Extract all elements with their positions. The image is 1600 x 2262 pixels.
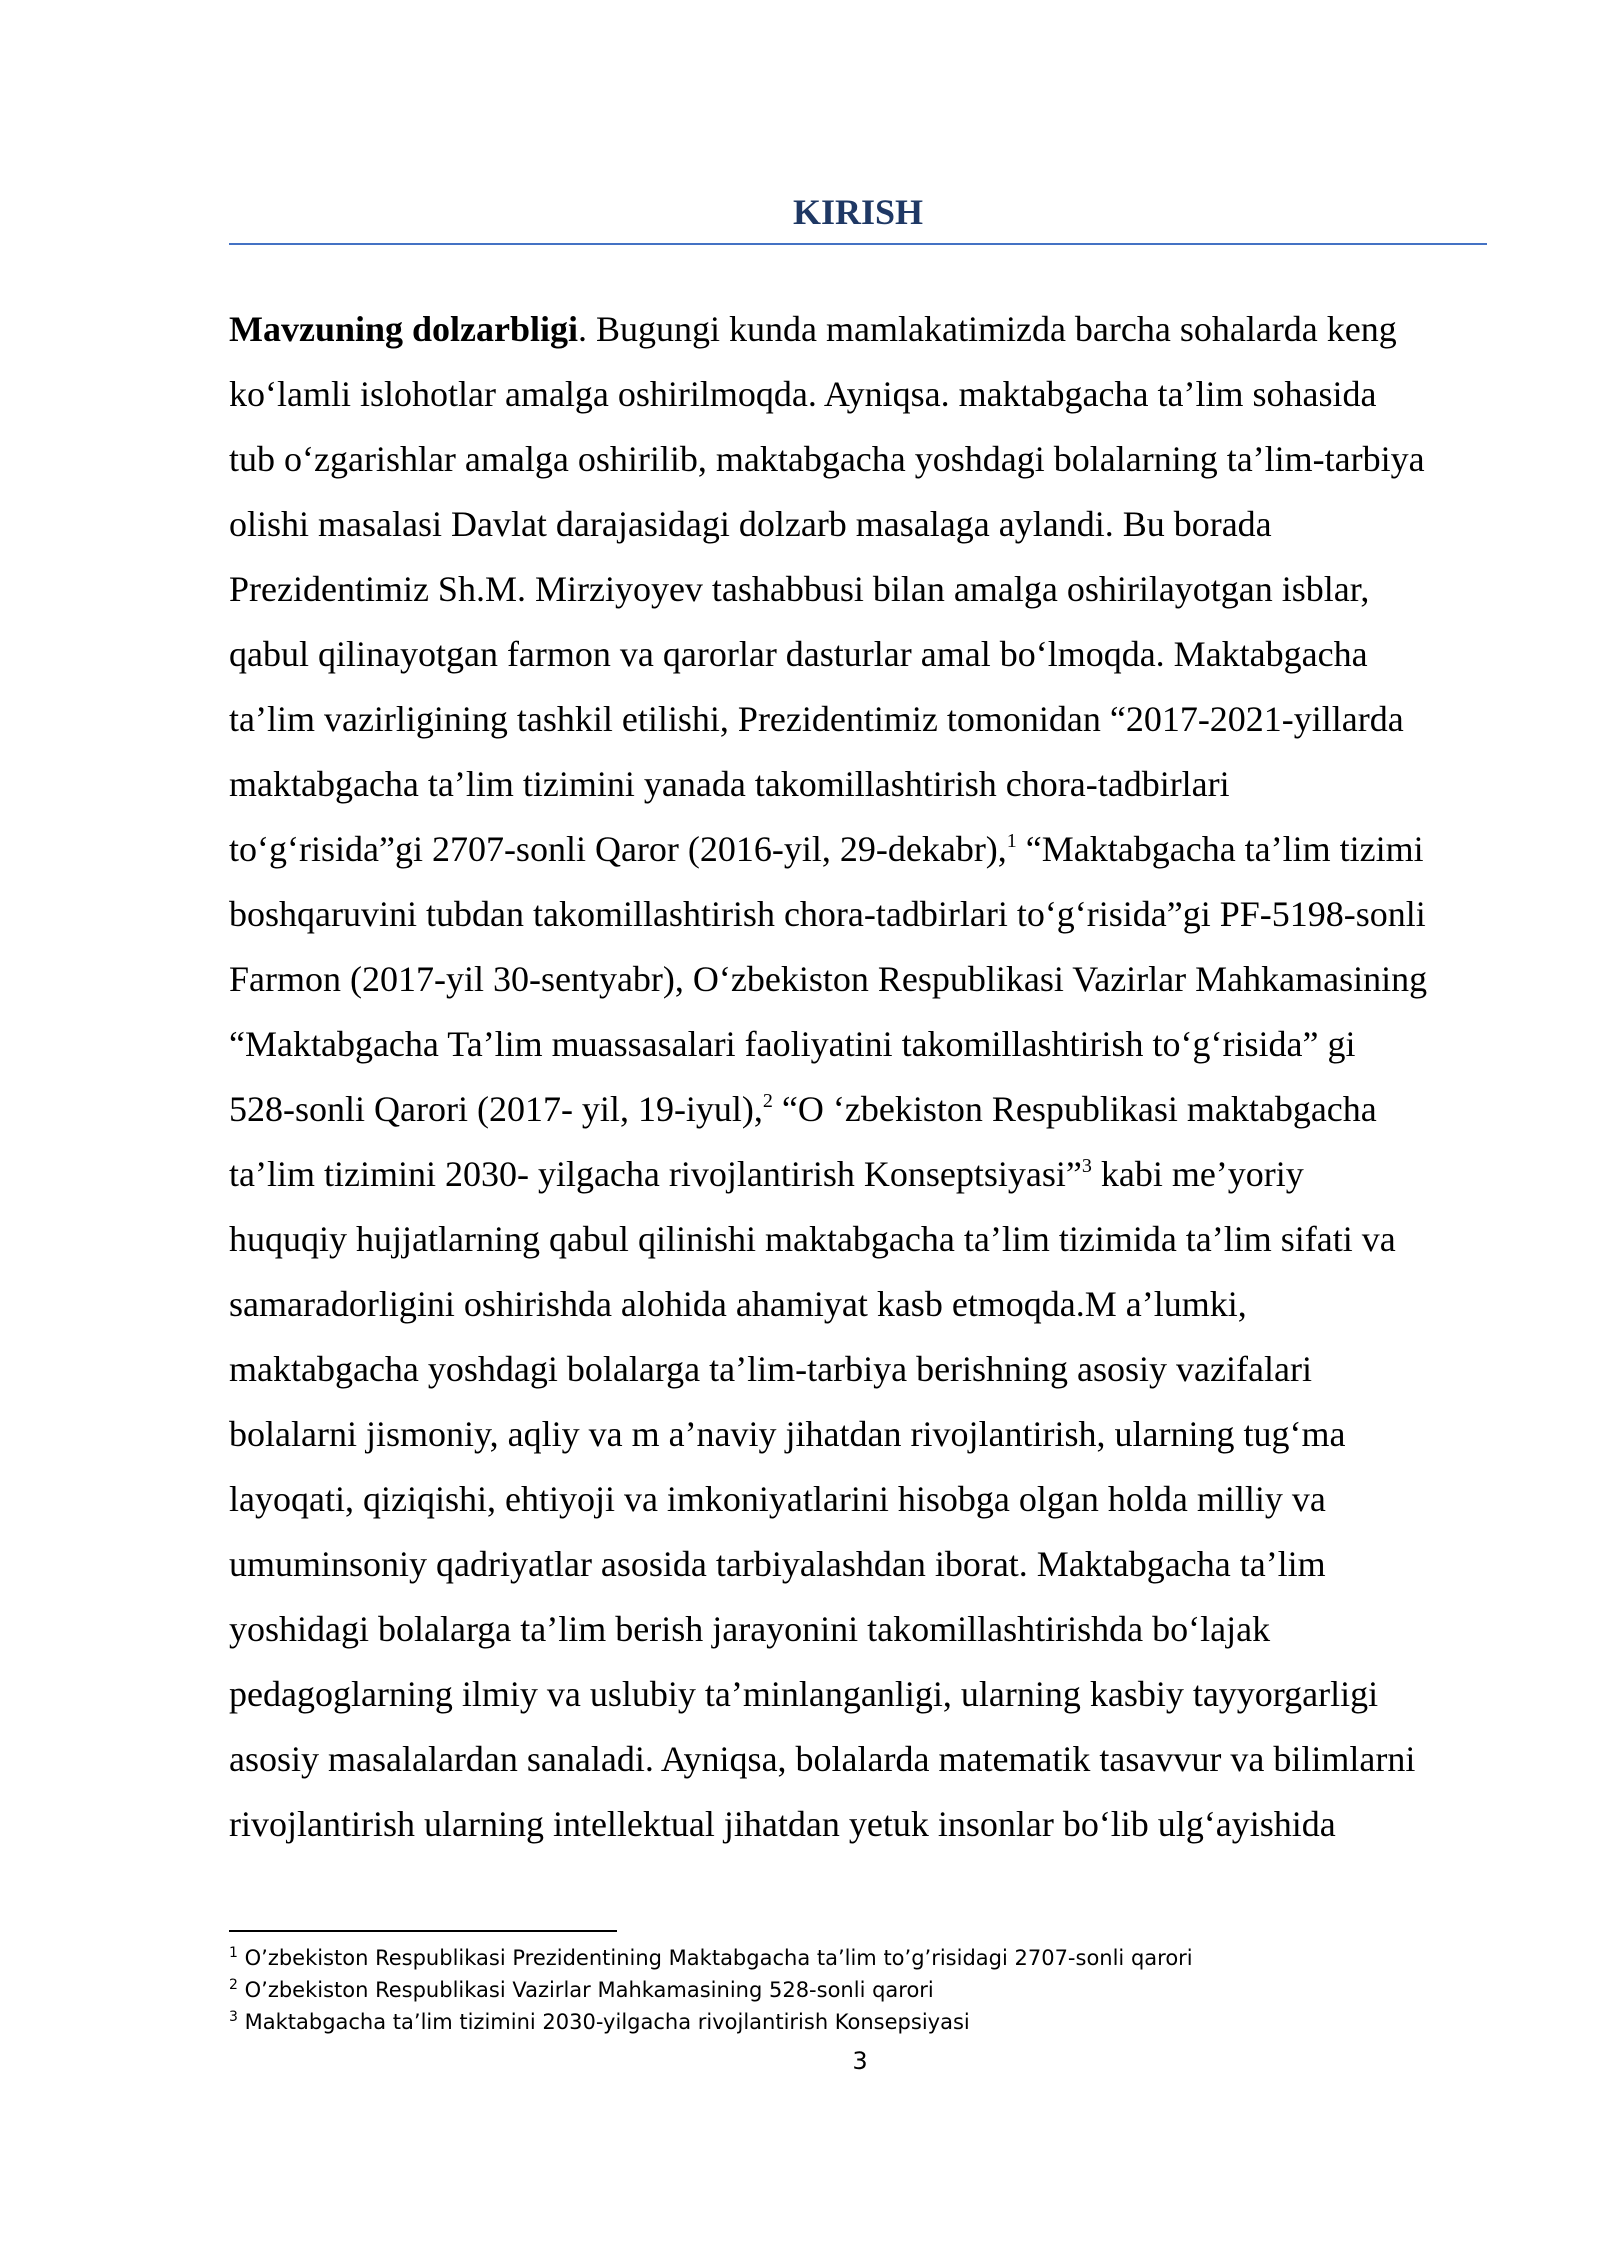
body-line: umuminsoniy qadriyatlar asosida tarbiyalashdan iborat. Maktabgacha ta’lim bbox=[229, 1544, 1326, 1584]
body-line: samaradorligini oshirishda alohida ahamiyat kasb etmoqda.M a’lumki, bbox=[229, 1284, 1247, 1324]
body-line: maktabgacha ta’lim tizimini yanada takomillashtirish chora-tadbirlari bbox=[229, 764, 1230, 804]
body-line: “Maktabgacha Ta’lim muassasalari faoliyatini takomillashtirish to‘g‘risida” gi bbox=[229, 1024, 1356, 1064]
footnote-ref[interactable]: 1 bbox=[1006, 830, 1017, 852]
footnote-item: $^3$ Maktabgacha ta’lim tizimini 2030-yilgacha rivojlantirish Konsepsiyasi bbox=[229, 2009, 970, 2034]
body-line: maktabgacha yoshdagi bolalarga ta’lim-tarbiya berishning asosiy vazifalari bbox=[229, 1349, 1312, 1389]
footnote-item: $^2$ O’zbekiston Respublikasi Vazirlar Mahkamasining 528-sonli qarori bbox=[229, 1977, 934, 2002]
footnote-number: 1 bbox=[229, 1945, 238, 1961]
body-line: Mavzuning dolzarbligi. Bugungi kunda mamlakatimizda barcha sohalarda keng bbox=[229, 309, 1397, 349]
footnote-number: 3 bbox=[229, 2009, 238, 2025]
footnote-separator bbox=[229, 1930, 617, 1932]
body-line: huquqiy hujjatlarning qabul qilinishi maktabgacha ta’lim tizimida ta’lim sifati va bbox=[229, 1219, 1396, 1259]
body-line: Prezidentimiz Sh.M. Mirziyoyev tashabbusi bilan amalga oshirilayotgan isblar, bbox=[229, 569, 1370, 609]
body-line: to‘g‘risida”gi 2707-sonli Qaror (2016-yil, 29-dekabr),$^1$ “Maktabgacha ta’lim tizimi bbox=[229, 829, 1424, 869]
body-line: bolalarni jismoniy, aqliy va m a’naviy jihatdan rivojlantirish, ularning tug‘ma bbox=[229, 1414, 1346, 1454]
body-line: boshqaruvini tubdan takomillashtirish chora-tadbirlari to‘g‘risida”gi PF-5198-sonli bbox=[229, 894, 1426, 934]
footnote-number: 2 bbox=[229, 1977, 238, 1993]
body-line: qabul qilinayotgan farmon va qarorlar dasturlar amal bo‘lmoqda. Maktabgacha bbox=[229, 634, 1368, 674]
footnote-ref[interactable]: 2 bbox=[762, 1090, 773, 1112]
body-line: tub o‘zgarishlar amalga oshirilib, maktabgacha yoshdagi bolalarning ta’lim-tarbiya bbox=[229, 439, 1425, 479]
body-line: asosiy masalalardan sanaladi. Ayniqsa, bolalarda matematik tasavvur va bilimlarni bbox=[229, 1739, 1416, 1779]
body-line: ta’lim tizimini 2030- yilgacha rivojlantirish Konseptsiyasi”$^3$ kabi me’yoriy bbox=[229, 1154, 1304, 1194]
body-line: pedagoglarning ilmiy va uslubiy ta’minlanganligi, ularning kasbiy tayyorgarligi bbox=[229, 1674, 1379, 1714]
footnote-item: $^1$ O’zbekiston Respublikasi Prezidentining Maktabgacha ta’lim to’g’risidagi 2707-sonli qarori bbox=[229, 1945, 1193, 1970]
body-line: yoshidagi bolalarga ta’lim berish jarayonini takomillashtirishda bo‘lajak bbox=[229, 1609, 1271, 1649]
body-line: 528-sonli Qarori (2017- yil, 19-iyul),$^2$ “O ‘zbekiston Respublikasi maktabgacha bbox=[229, 1089, 1377, 1129]
body-line: ko‘lamli islohotlar amalga oshirilmoqda. Ayniqsa. maktabgacha ta’lim sohasida bbox=[229, 374, 1377, 414]
section-lead-bold: Mavzuning dolzarbligi bbox=[229, 309, 579, 349]
title-underline bbox=[229, 243, 1487, 245]
body-line: layoqati, qiziqishi, ehtiyoji va imkoniyatlarini hisobga olgan holda milliy va bbox=[229, 1479, 1326, 1519]
body-line: Farmon (2017-yil 30-sentyabr), O‘zbekiston Respublikasi Vazirlar Mahkamasining bbox=[229, 959, 1428, 999]
body-line: ta’lim vazirligining tashkil etilishi, Prezidentimiz tomonidan “2017-2021-yillarda bbox=[229, 699, 1404, 739]
footnote-ref[interactable]: 3 bbox=[1081, 1155, 1092, 1177]
page-title: KIRISH bbox=[792, 192, 924, 232]
body-line: olishi masalasi Davlat darajasidagi dolzarb masalaga aylandi. Bu borada bbox=[229, 504, 1272, 544]
body-line: rivojlantirish ularning intellektual jihatdan yetuk insonlar bo‘lib ulg‘ayishida bbox=[229, 1804, 1336, 1844]
page-number: 3 bbox=[852, 2047, 868, 2075]
